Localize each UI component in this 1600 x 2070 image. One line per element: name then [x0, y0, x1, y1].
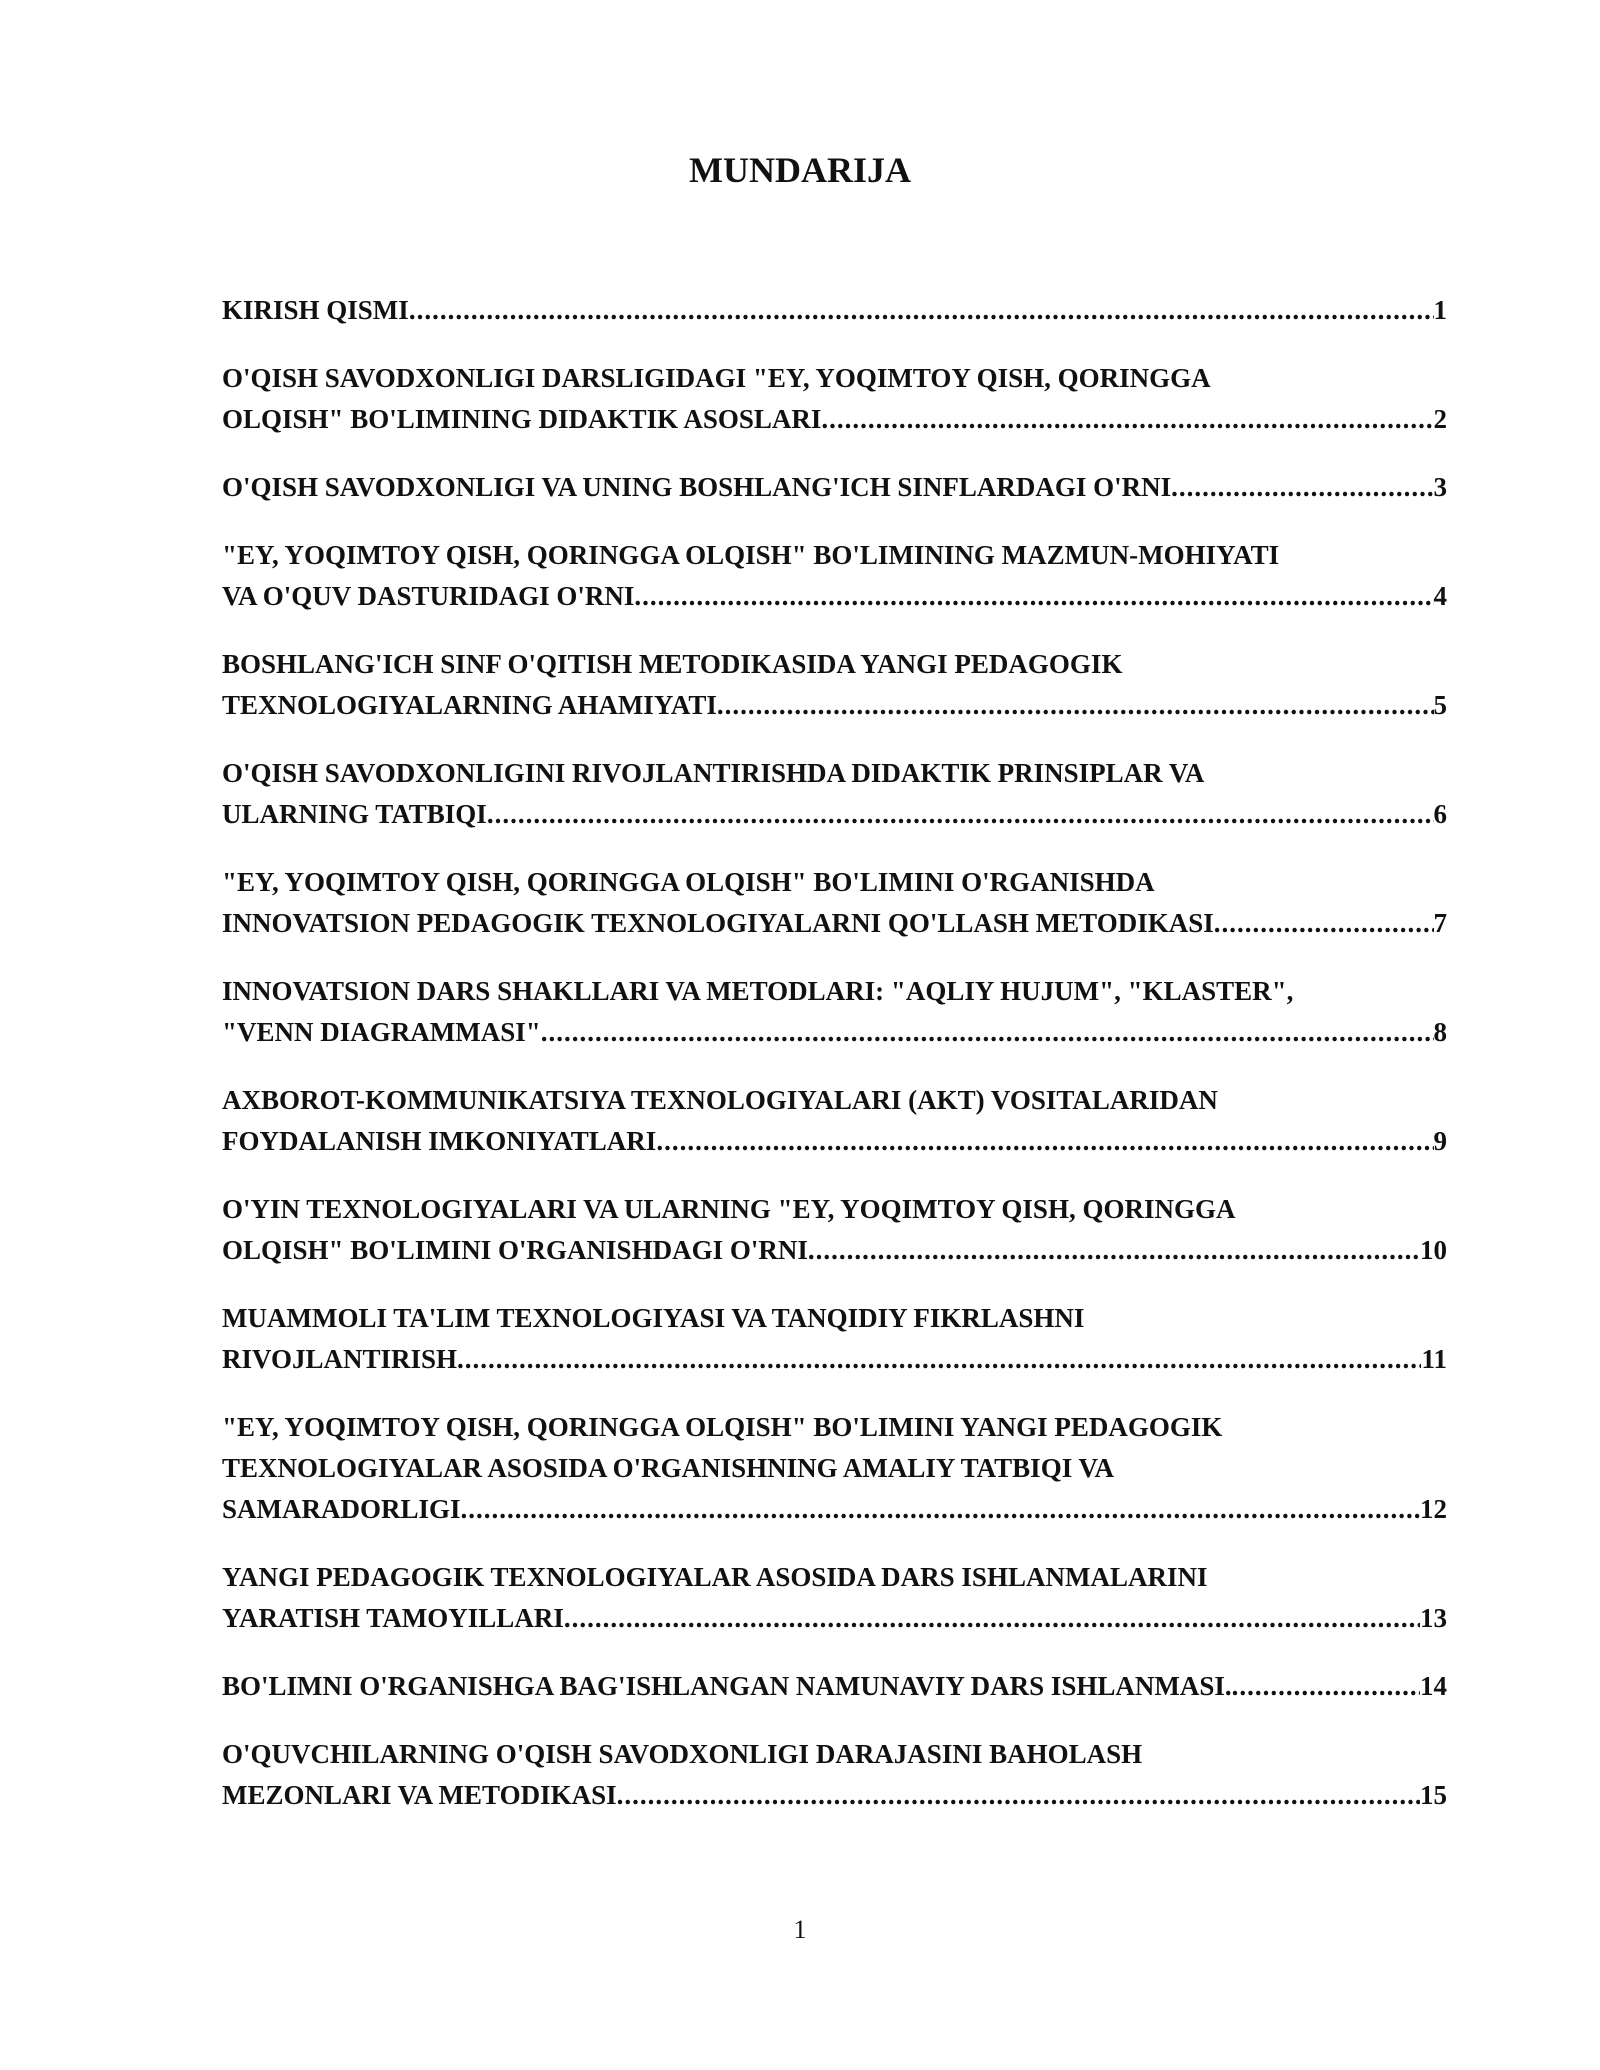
toc-entry-title: YARATISH TAMOYILLARI [222, 1603, 564, 1633]
toc-entry-title: "EY, YOQIMTOY QISH, QORINGGA OLQISH" BO'LIMINING MAZMUN-MOHIYATI [222, 540, 1280, 570]
toc-entry-line [222, 1557, 1447, 1598]
toc-entry-title: O'QISH SAVODXONLIGINI RIVOJLANTIRISHDA DIDAKTIK PRINSIPLAR VA [222, 758, 1205, 788]
toc-entry[interactable] [222, 1734, 1447, 1816]
toc-entry-title: VA O'QUV DASTURIDAGI O'RNI [222, 581, 635, 611]
toc-entry-line [222, 685, 1447, 726]
toc-entry[interactable] [222, 1557, 1447, 1639]
toc-entry[interactable] [222, 1080, 1447, 1162]
toc-entry-line [222, 1407, 1447, 1448]
toc-entry[interactable] [222, 862, 1447, 944]
toc-entry[interactable] [222, 467, 1447, 508]
toc-entry-line [222, 1666, 1447, 1707]
toc-page-number: 13 [1420, 1603, 1447, 1633]
toc-entry[interactable] [222, 1298, 1447, 1380]
toc-dot-leader [617, 1775, 1420, 1816]
toc-entry-line [222, 1080, 1447, 1121]
toc-entry-title: BOSHLANG'ICH SINF O'QITISH METODIKASIDA YANGI PEDAGOGIK [222, 649, 1123, 679]
toc-page-number: 15 [1420, 1780, 1447, 1810]
toc-entry-line [222, 290, 1447, 331]
toc-entry-title: O'QISH SAVODXONLIGI DARSLIGIDAGI "EY, YOQIMTOY QISH, QORINGGA [222, 363, 1211, 393]
toc-page-number: 10 [1420, 1235, 1447, 1265]
toc-entry-title: OLQISH" BO'LIMINING DIDAKTIK ASOSLARI [222, 404, 822, 434]
toc-dot-leader [564, 1598, 1420, 1639]
toc-dot-leader [634, 576, 1433, 617]
toc-dot-leader [541, 1012, 1434, 1053]
toc-page-number: 3 [1433, 472, 1447, 502]
toc-entry-line [222, 1339, 1447, 1380]
toc-entry-title: SAMARADORLIGI [222, 1494, 461, 1524]
toc-entry[interactable] [222, 1189, 1447, 1271]
toc-entry-line [222, 358, 1447, 399]
toc-entry-title: "VENN DIAGRAMMASI" [222, 1017, 541, 1047]
toc-entry-title: OLQISH" BO'LIMINI O'RGANISHDAGI O'RNI [222, 1235, 808, 1265]
toc-entry-title: AXBOROT-KOMMUNIKATSIYA TEXNOLOGIYALARI (AKT) VOSITALARIDAN [222, 1085, 1218, 1115]
toc-entry-line [222, 1448, 1447, 1489]
toc-entry-line [222, 1775, 1447, 1816]
toc-entry-line [222, 753, 1447, 794]
toc-entry-title: ULARNING TATBIQI [222, 799, 487, 829]
toc-dot-leader [808, 1230, 1420, 1271]
toc-entry-title: TEXNOLOGIYALAR ASOSIDA O'RGANISHNING AMALIY TATBIQI VA [222, 1453, 1114, 1483]
toc-entry-line [222, 1298, 1447, 1339]
toc-dot-leader [461, 1489, 1420, 1530]
table-of-contents [222, 290, 1447, 1843]
toc-page-number: 1 [1433, 295, 1447, 325]
toc-dot-leader [487, 794, 1434, 835]
toc-dot-leader [656, 1121, 1433, 1162]
toc-entry-line [222, 399, 1447, 440]
toc-entry-line [222, 1598, 1447, 1639]
toc-entry[interactable] [222, 1666, 1447, 1707]
toc-entry-line [222, 1489, 1447, 1530]
toc-entry-title: RIVOJLANTIRISH [222, 1344, 458, 1374]
toc-entry[interactable] [222, 753, 1447, 835]
toc-page-number: 8 [1433, 1017, 1447, 1047]
toc-dot-leader [821, 399, 1433, 440]
toc-entry[interactable] [222, 971, 1447, 1053]
toc-entry-title: BO'LIMNI O'RGANISHGA BAG'ISHLANGAN NAMUNAVIY DARS ISHLANMASI. [222, 1671, 1232, 1701]
toc-entry-line [222, 1121, 1447, 1162]
toc-page-number: 5 [1433, 690, 1447, 720]
toc-entry-line [222, 971, 1447, 1012]
toc-entry-title: O'YIN TEXNOLOGIYALARI VA ULARNING "EY, YOQIMTOY QISH, QORINGGA [222, 1194, 1236, 1224]
toc-entry-title: FOYDALANISH IMKONIYATLARI [222, 1126, 657, 1156]
toc-dot-leader [409, 290, 1434, 331]
toc-dot-leader [717, 685, 1434, 726]
toc-dot-leader [1232, 1666, 1420, 1707]
toc-entry-title: O'QUVCHILARNING O'QISH SAVODXONLIGI DARAJASINI BAHOLASH [222, 1739, 1143, 1769]
toc-dot-leader [457, 1339, 1421, 1380]
toc-page-number: 2 [1433, 404, 1447, 434]
toc-entry[interactable] [222, 358, 1447, 440]
toc-entry[interactable] [222, 644, 1447, 726]
toc-page-number: 9 [1433, 1126, 1447, 1156]
toc-entry-line [222, 535, 1447, 576]
toc-entry-title: MUAMMOLI TA'LIM TEXNOLOGIYASI VA TANQIDIY FIKRLASHNI [222, 1303, 1085, 1333]
toc-entry[interactable] [222, 535, 1447, 617]
toc-page-number: 12 [1420, 1494, 1447, 1524]
toc-entry-title: O'QISH SAVODXONLIGI VA UNING BOSHLANG'ICH SINFLARDAGI O'RNI [222, 472, 1172, 502]
toc-entry-title: INNOVATSION PEDAGOGIK TEXNOLOGIYALARNI QO'LLASH METODIKASI [222, 908, 1214, 938]
toc-entry-title: "EY, YOQIMTOY QISH, QORINGGA OLQISH" BO'LIMINI O'RGANISHDA [222, 867, 1155, 897]
toc-entry-title: MEZONLARI VA METODIKASI [222, 1780, 617, 1810]
toc-entry-line [222, 576, 1447, 617]
toc-entry-line [222, 862, 1447, 903]
toc-entry-line [222, 1189, 1447, 1230]
toc-page-number: 6 [1433, 799, 1447, 829]
toc-entry-line [222, 1734, 1447, 1775]
toc-entry-line [222, 1230, 1447, 1271]
toc-entry-line [222, 903, 1447, 944]
toc-entry-title: "EY, YOQIMTOY QISH, QORINGGA OLQISH" BO'LIMINI YANGI PEDAGOGIK [222, 1412, 1223, 1442]
toc-page-number: 11 [1421, 1344, 1447, 1374]
toc-dot-leader [1214, 903, 1434, 944]
toc-entry-line [222, 1012, 1447, 1053]
toc-entry[interactable] [222, 1407, 1447, 1530]
page-number: 1 [793, 1915, 807, 1944]
toc-page-number: 14 [1420, 1671, 1447, 1701]
toc-entry-line [222, 644, 1447, 685]
toc-entry-title: KIRISH QISMI [222, 295, 409, 325]
toc-dot-leader [1171, 467, 1433, 508]
toc-page-number: 7 [1433, 908, 1447, 938]
toc-entry-line [222, 467, 1447, 508]
page-title: MUNDARIJA [689, 150, 911, 190]
toc-entry[interactable] [222, 290, 1447, 331]
toc-entry-title: TEXNOLOGIYALARNING AHAMIYATI [222, 690, 717, 720]
toc-entry-title: INNOVATSION DARS SHAKLLARI VA METODLARI: "AQLIY HUJUM", "KLASTER", [222, 976, 1294, 1006]
toc-page-number: 4 [1433, 581, 1447, 611]
toc-entry-title: YANGI PEDAGOGIK TEXNOLOGIYALAR ASOSIDA DARS ISHLANMALARINI [222, 1562, 1208, 1592]
toc-entry-line [222, 794, 1447, 835]
